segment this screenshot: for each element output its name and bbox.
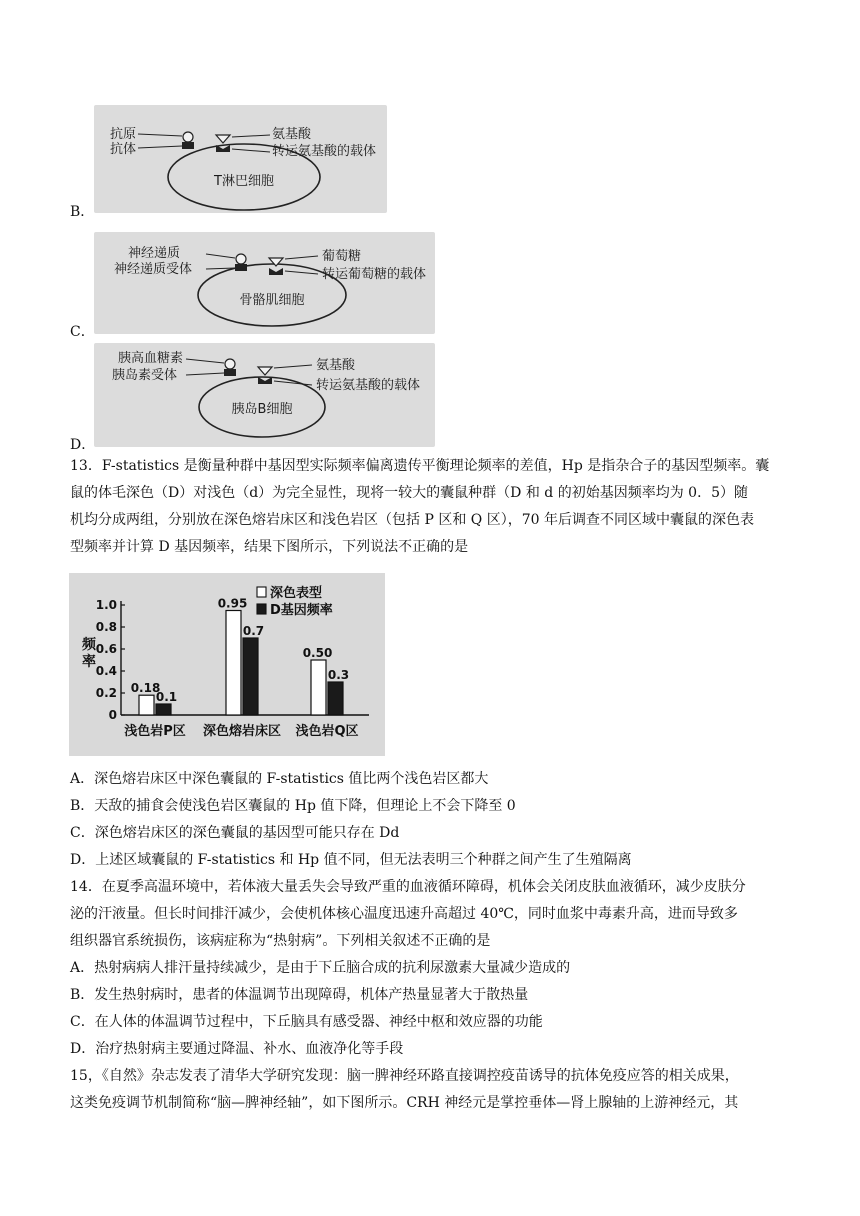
chart-y-label-char: 率 bbox=[82, 654, 96, 670]
figure-c-label-top-right: 葡萄糖 bbox=[322, 249, 362, 264]
figure-b-cell-label: T淋巴细胞 bbox=[214, 174, 274, 189]
figure-b-label-bottom-right: 转运氨基酸的载体 bbox=[272, 144, 377, 159]
q13-bar-chart bbox=[69, 573, 385, 756]
figure-c-label-bottom-right: 转运葡萄糖的载体 bbox=[322, 267, 427, 282]
chart-y-tick-label: 0.4 bbox=[95, 664, 117, 678]
q13-bar-chart-svg bbox=[69, 573, 385, 756]
q14-option-a: A．热射病病人排汗量持续减少，是由于下丘脑合成的抗利尿激素大量减少造成的 bbox=[70, 960, 571, 976]
chart-x-tick-label: 深色熔岩床区 bbox=[202, 724, 282, 739]
chart-y-tick-label: 0.6 bbox=[95, 642, 117, 656]
chart-data-label: 0.7 bbox=[242, 624, 265, 638]
chart-bar bbox=[311, 660, 326, 715]
q13-stem-line-1: 13．F-statistics 是衡量种群中基因型实际频率偏离遗传平衡理论频率的差值，Hp 是指杂合子的基因型频率。囊 bbox=[70, 458, 770, 474]
q13-option-d: D．上述区域囊鼠的 F-statistics 和 Hp 值不同，但无法表明三个种群之间产生了生殖隔离 bbox=[70, 852, 632, 868]
q13-option-a: A．深色熔岩床区中深色囊鼠的 F-statistics 值比两个浅色岩区都大 bbox=[70, 771, 489, 787]
chart-bar bbox=[328, 682, 343, 715]
figure-d-label-top-right: 氨基酸 bbox=[316, 358, 356, 373]
q14-option-c: C．在人体的体温调节过程中，下丘脑具有感受器、神经中枢和效应器的功能 bbox=[70, 1014, 543, 1030]
figure-b bbox=[94, 105, 387, 213]
chart-y-label-char: 频 bbox=[82, 637, 96, 653]
chart-data-label: 0.1 bbox=[155, 690, 178, 704]
chart-y-tick-label: 0.8 bbox=[95, 620, 117, 634]
q14-stem-line-2: 泌的汗液量。但长时间排汗减少，会使机体核心温度迅速升高超过 40℃，同时血浆中毒素升高，进而导致多 bbox=[70, 906, 738, 922]
q13-option-b: B．天敌的捕食会使浅色岩区囊鼠的 Hp 值下降，但理论上不会下降至 0 bbox=[70, 798, 516, 814]
figure-d-letter: D． bbox=[70, 437, 96, 453]
figure-c-label-bottom-left: 神经递质受体 bbox=[114, 262, 193, 277]
q13-stem-line-4: 型频率并计算 D 基因频率，结果下图所示，下列说法不正确的是 bbox=[70, 539, 469, 555]
q15-stem-line-2: 这类免疫调节机制简称“脑—脾神经轴”，如下图所示。CRH 神经元是掌控垂体—肾上腺轴的上游神经元，其 bbox=[70, 1095, 739, 1111]
figure-d-diagram bbox=[94, 343, 435, 447]
figure-d-label-top-left: 胰高血糖素 bbox=[118, 351, 184, 366]
figure-b-letter: B． bbox=[70, 204, 95, 220]
figure-c bbox=[94, 232, 435, 334]
chart-legend-swatch bbox=[257, 587, 266, 597]
chart-data-label: 0.50 bbox=[302, 646, 333, 660]
chart-y-tick-label: 0.2 bbox=[95, 686, 117, 700]
q13-stem-line-3: 机均分成两组，分别放在深色熔岩床区和浅色岩区（包括 P 区和 Q 区），70 年后调查不同区域中囊鼠的深色表 bbox=[70, 512, 754, 528]
q14-option-d: D．治疗热射病主要通过降温、补水、血液净化等手段 bbox=[70, 1041, 404, 1057]
figure-c-label-top-left: 神经递质 bbox=[128, 246, 181, 261]
chart-bar bbox=[226, 611, 241, 716]
figure-c-letter: C． bbox=[70, 324, 95, 340]
figure-b-label-top-right: 氨基酸 bbox=[272, 127, 312, 142]
figure-d-cell-label: 胰岛B细胞 bbox=[231, 402, 293, 417]
chart-legend-label: D基因频率 bbox=[270, 603, 333, 618]
chart-data-label: 0.18 bbox=[130, 681, 161, 696]
chart-x-tick-label: 浅色岩Q区 bbox=[295, 724, 359, 739]
q15-stem-line-1: 15，《自然》杂志发表了清华大学研究发现：脑一脾神经环路直接调控疫苗诱导的抗体免疫应答的相关成果， bbox=[70, 1068, 739, 1084]
chart-bar bbox=[156, 704, 171, 715]
figure-d bbox=[94, 343, 435, 447]
q13-option-c: C．深色熔岩床区的深色囊鼠的基因型可能只存在 Dd bbox=[70, 825, 400, 841]
q14-stem-line-1: 14．在夏季高温环境中，若体液大量丢失会导致严重的血液循环障碍，机体会关闭皮肤血液循环，减少皮肤分 bbox=[70, 879, 746, 895]
chart-legend-swatch bbox=[257, 604, 266, 614]
figure-d-label-bottom-left: 胰岛素受体 bbox=[112, 368, 178, 383]
chart-legend-label: 深色表型 bbox=[270, 586, 323, 601]
figure-b-label-bottom-left: 抗体 bbox=[110, 142, 137, 157]
q13-stem-line-2: 鼠的体毛深色（D）对浅色（d）为完全显性，现将一较大的囊鼠种群（D 和 d 的初始基因频率均为 0．5）随 bbox=[70, 485, 748, 501]
figure-d-label-bottom-right: 转运氨基酸的载体 bbox=[316, 378, 421, 393]
figure-b-label-top-left: 抗原 bbox=[110, 127, 137, 142]
figure-c-diagram bbox=[94, 232, 435, 334]
figure-c-cell-label: 骨骼肌细胞 bbox=[239, 293, 305, 308]
chart-data-label: 0.3 bbox=[327, 668, 350, 682]
q14-stem-line-3: 组织器官系统损伤，该病症称为“热射病”。下列相关叙述不正确的是 bbox=[70, 933, 491, 949]
q14-option-b: B．发生热射病时，患者的体温调节出现障碍，机体产热量显著大于散热量 bbox=[70, 987, 529, 1003]
chart-data-label: 0.95 bbox=[217, 596, 248, 611]
chart-x-tick-label: 浅色岩P区 bbox=[124, 724, 186, 739]
chart-bar bbox=[139, 695, 154, 715]
chart-y-tick-label: 1.0 bbox=[95, 598, 117, 612]
chart-y-tick-label: 0 bbox=[108, 708, 117, 722]
chart-bar bbox=[243, 638, 258, 715]
figure-b-diagram bbox=[94, 105, 387, 213]
